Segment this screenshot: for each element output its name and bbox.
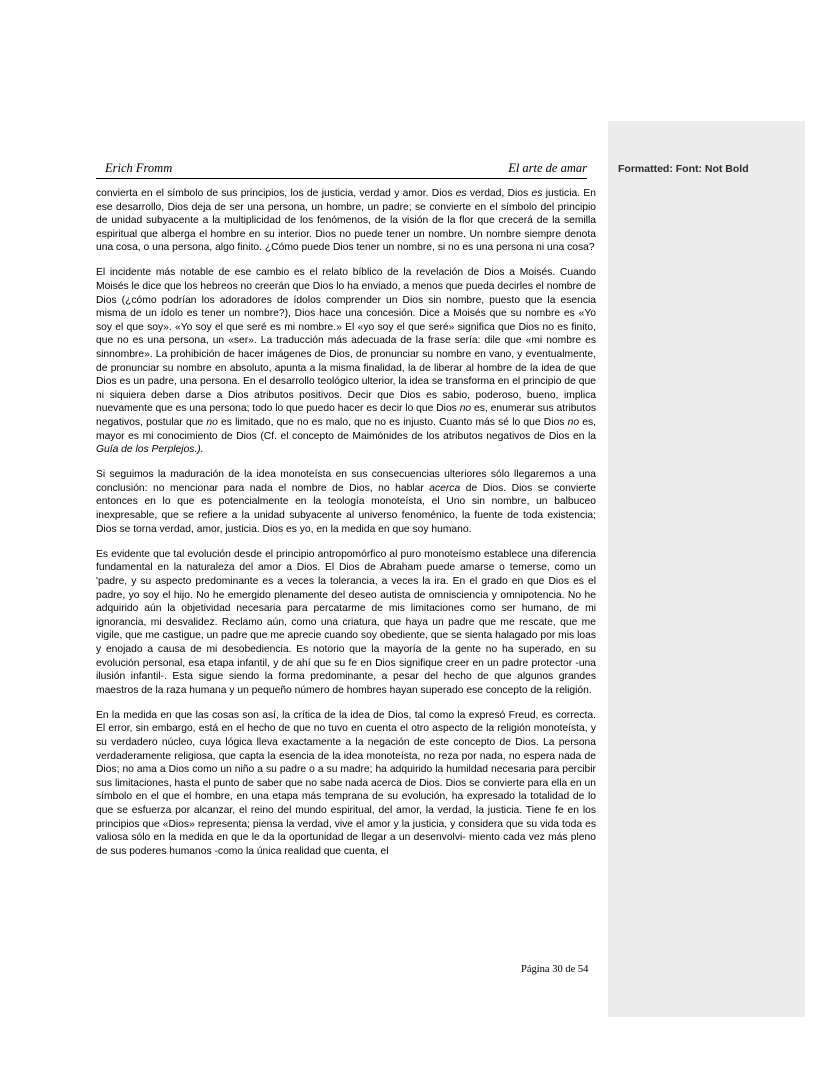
italic-text-run: no: [459, 403, 472, 415]
italic-text-run: es: [531, 188, 543, 199]
text-run: es limitado, que no es malo, que no es injusto. Cuanto más sé lo que Dios: [217, 417, 568, 428]
header-book-title: El arte de amar: [508, 161, 587, 175]
body-paragraph: [96, 468, 596, 536]
text-run: es, mayor es mi conocimiento de Dios (Cf. el concepto de Maimónides de los atributos negativos de Dios en la: [96, 417, 596, 442]
body-paragraph: [96, 266, 596, 456]
body-paragraph: [96, 548, 596, 698]
text-run: Si seguimos la maduración de la idea monoteísta en sus consecuencias ulteriores sólo llegaremos a una conclusión: no mencionar para nada el nombre de Dios, no hablar: [96, 469, 596, 494]
text-run: convierta en el símbolo de sus principios, los de justicia, verdad y amor. Dios: [96, 188, 456, 199]
text-run: verdad, Dios: [466, 188, 532, 199]
body-paragraph: [96, 709, 596, 859]
comment-pane-label: Formatted: Font: Not Bold: [618, 163, 749, 175]
text-run: El incidente más notable de ese cambio es el relato bíblico de la revelación de Dios a Moisés. Cuando Moisés le dice que los hebreos no creerán que Dios lo ha enviado, a menos que pueda decirles el nombre de Dios (¿cómo podrían los adoradores de ídolos comprender un Dios sin nombre, puesto que la esencia misma de un ídolo es tener un nombre?), Dios hace una concesión. Dice a Moisés que su nombre es «Yo soy el que soy». «Yo soy el que seré es mi nombre.» El «yo soy el que seré» significa que Dios no es finito, que no es una persona, un «ser». La traducción más adecuada de la frase sería: dile que «mi nombre es sinnombre». La prohibición de hacer imágenes de Dios, de pronunciar su nombre en vano, y eventualmente, de pronunciar su nombre en absoluto, apunta a la misma finalidad, la de liberar al hombre de la idea de que Dios es un padre, una persona. En el desarrollo teológico ulterior, la idea se transforma en el principio de que ni siquiera deben darse a Dios atributos positivos. Decir que Dios es sabio, poderoso, bueno, implica nuevamente que es una persona; todo lo que puedo hacer es decir lo que Dios: [96, 267, 596, 415]
text-run: es, enumerar sus atributos negativos, postular que: [96, 403, 596, 428]
document-body: [96, 187, 596, 870]
italic-text-run: es: [455, 188, 467, 199]
body-paragraph: [96, 187, 596, 255]
italic-text-run: no: [567, 417, 580, 428]
italic-text-run: no: [206, 417, 218, 428]
comment-pane: [608, 121, 805, 1017]
page-number: Página 30 de 54: [521, 964, 589, 975]
text-run: En la medida en que las cosas son así, la crítica de la idea de Dios, tal como la expresó Freud, es correcta. El error, sin embargo, está en el hecho de que no tuvo en cuenta el otro aspecto de la religión monoteísta, y su verdadero núcleo, cuya lógica lleva exactamente a la negación de este concepto de Dios. La persona verdaderamente religiosa, que capta la esencia de la idea monoteísta, no reza por nada, no espera nada de Dios; no ama a Dios como un niño a su padre o a su madre; ha adquirido la humildad necesaria para percibir sus limitaciones, hasta el punto de saber que no sabe nada acerca de Dios. Dios se convierte para ella en un símbolo en el que el hombre, en una etapa más temprana de su evolución, ha expresado la totalidad de lo que se esfuerza por alcanzar, el reino del mundo espiritual, del amor, la verdad, la justicia. Tiene fe en los principios que «Dios» representa; piensa la verdad, vive el amor y la justicia, y considera que su vida toda es valiosa sólo en la medida en que le da la oportunidad de llegar a un desenvolvi- miento cada vez más pleno de sus poderes humanos -como la única realidad que cuenta, el: [96, 709, 596, 857]
italic-text-run: acerca: [429, 482, 461, 494]
text-run: de Dios. Dios se convierte entonces en lo que es potencialmente en la teología monoteísta, el Uno sin nombre, un balbuceo inexpresable, que se refiere a la unidad subyacente al universo fenoménico, la fuente de toda existencia; Dios se torna verdad, amor, justicia. Dios es yo, en la medida en que soy humano.: [96, 482, 596, 535]
header-author: Erich Fromm: [105, 161, 173, 175]
page-header: [96, 160, 587, 179]
text-run: Es evidente que tal evolución desde el principio antropomórfico al puro monoteísmo establece una diferencia fundamental en la naturaleza del amor a Dios. El Dios de Abraham puede amarse o temerse, como un 'padre, y su aspecto predominante es a veces la tolerancia, a veces la ira. En el grado en que Dios es el padre, yo soy el hijo. No he emergido plenamente del deseo autista de omnisciencia y omnipotencia. No he adquirido aún la objetividad necesaria para percatarme de mis limitaciones como ser humano, de mi ignorancia, mi desvalidez. Reclamo aún, como una criatura, que haya un padre que me rescate, que me vigile, que me castigue, un padre que me aprecie cuando soy obediente, que se sienta halagado por mis loas y enojado a causa de mi desobediencia. Es notorio que la mayoría de la gente no ha superado, en su evolución personal, esa etapa infantil, y de ahí que su fe en Dios signifique creer en un padre protector -una ilusión infantil-. Esta sigue siendo la forma predominante, a pesar del hecho de que algunos grandes maestros de la raza humana y un pequeño número de hombres hayan superado ese concepto de la religión.: [96, 548, 596, 696]
italic-text-run: Guía de los Perplejos.).: [96, 444, 204, 456]
text-run: justicia. En ese desarrollo, Dios deja de ser una persona, un hombre, un padre; se convierte en el símbolo del principio de unidad subyacente a la multiplicidad de los fenómenos, de la visión de la flor que crecerá de la semilla espiritual que alberga el hombre en su interior. Dios no puede tener un nombre. Un nombre siempre denota una cosa, o una persona, algo finito. ¿Cómo puede Dios tener un nombre, si no es una persona ni una cosa?: [96, 188, 596, 254]
